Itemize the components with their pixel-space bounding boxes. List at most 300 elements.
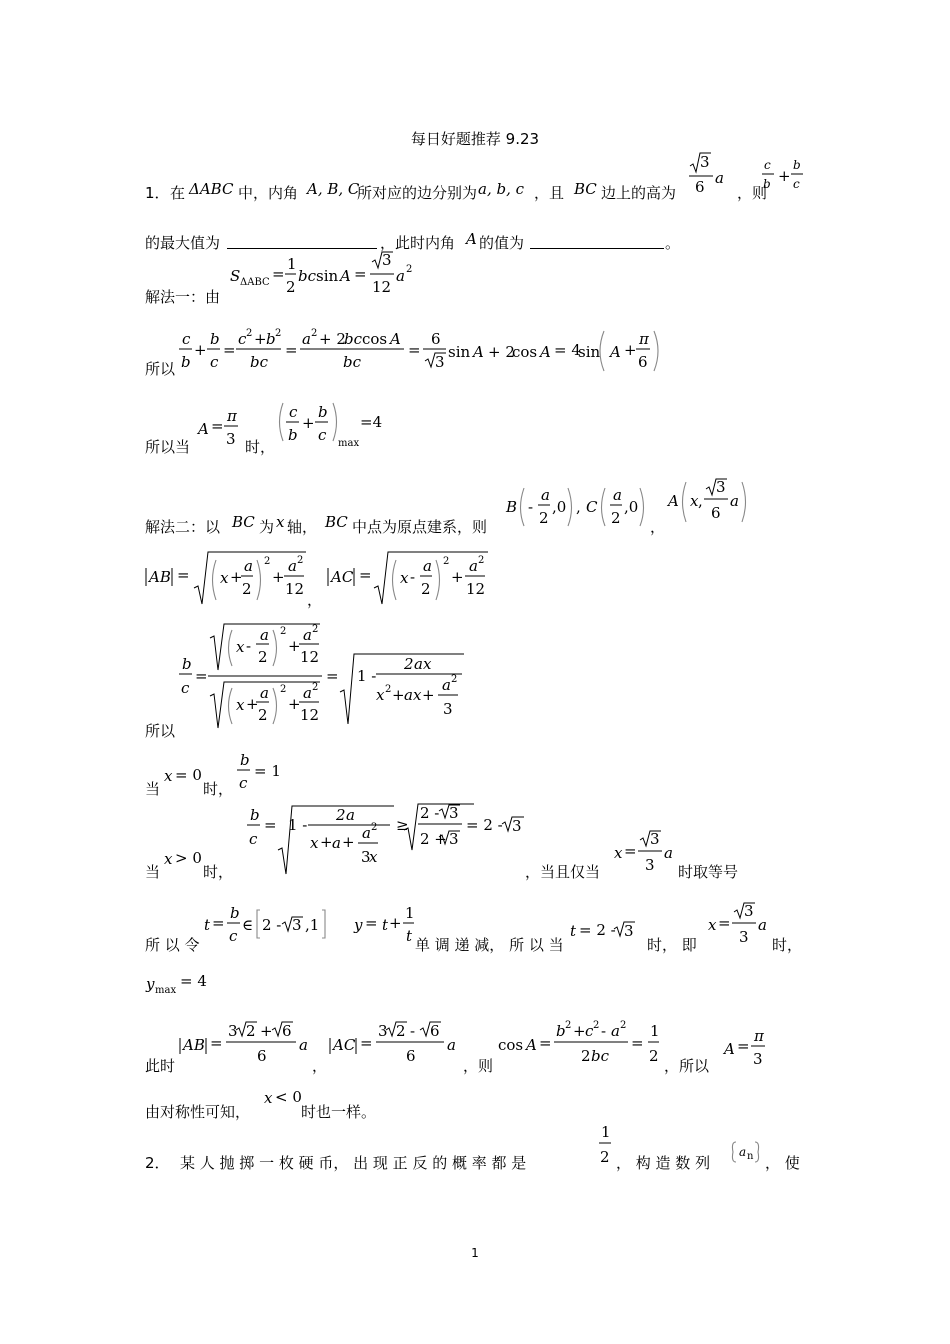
svg-text:< 0: < 0 — [275, 1088, 302, 1106]
svg-text:-: - — [410, 568, 416, 586]
svg-text:3: 3 — [226, 430, 236, 448]
problem1-text-f: ，则 — [737, 184, 768, 202]
solution1-when-b: 时， — [245, 438, 276, 456]
svg-text:2: 2 — [451, 674, 458, 685]
svg-text:A: A — [610, 343, 621, 361]
svg-text:y: y — [146, 975, 155, 993]
then-b: ，则 — [463, 1057, 494, 1075]
solution2-x-axis: x — [276, 513, 285, 531]
svg-text:cos: cos — [362, 330, 388, 348]
svg-text:3: 3 — [744, 902, 754, 920]
svg-text:2: 2 — [443, 556, 450, 567]
svg-text:6: 6 — [711, 504, 721, 522]
svg-text:bc: bc — [250, 353, 269, 371]
x-less-zero — [262, 1082, 302, 1112]
svg-text:a: a — [346, 806, 355, 824]
svg-text:=: = — [285, 341, 298, 359]
svg-text:1 -: 1 - — [288, 816, 308, 834]
final-angle — [722, 1025, 772, 1075]
svg-text:b: b — [250, 806, 260, 824]
ab-length — [144, 548, 324, 608]
cosine-result — [496, 1018, 676, 1073]
solution2-t3: 中点为原点建系，则 — [352, 518, 488, 536]
svg-text:,: , — [698, 492, 703, 510]
svg-text:=: = — [212, 914, 225, 932]
svg-text:3: 3 — [624, 922, 634, 940]
problem1-line2-angle: A — [466, 230, 477, 248]
inequality-formula — [244, 800, 534, 880]
t-range — [202, 900, 342, 950]
svg-text:-: - — [528, 498, 534, 516]
svg-text:c: c — [585, 1022, 594, 1040]
svg-text:x: x — [236, 638, 245, 656]
svg-text:=: = — [177, 566, 190, 584]
svg-text:A: A — [540, 343, 551, 361]
svg-text:A: A — [390, 330, 401, 348]
svg-text:,1: ,1 — [305, 916, 320, 934]
svg-text:3: 3 — [716, 478, 726, 496]
svg-text:6: 6 — [282, 1022, 292, 1040]
x-equals-zero — [162, 760, 202, 790]
svg-text:-: - — [601, 1022, 607, 1040]
solution2-bc-2: BC — [325, 513, 348, 531]
svg-text:12: 12 — [466, 580, 486, 598]
svg-text:=: = — [737, 1037, 750, 1055]
y-function — [352, 900, 417, 950]
svg-text:-: - — [246, 637, 252, 655]
svg-text:6: 6 — [257, 1047, 267, 1065]
svg-text:=: = — [264, 816, 277, 834]
svg-text:x: x — [369, 848, 378, 866]
svg-text:cos: cos — [512, 343, 538, 361]
then-comma: ， — [312, 1057, 328, 1075]
svg-text:2: 2 — [396, 1022, 406, 1040]
svg-text:= 1: = 1 — [254, 762, 281, 780]
svg-text:3: 3 — [449, 804, 459, 822]
svg-text:A: A — [526, 1036, 537, 1054]
svg-text:a: a — [715, 169, 724, 187]
svg-text:π: π — [639, 330, 649, 348]
svg-text:c: c — [249, 830, 258, 848]
svg-text:+: + — [260, 1022, 273, 1040]
problem2-text-b: ， 构 造 数 列 — [616, 1154, 711, 1172]
solution1-when: 所以当 — [145, 438, 191, 456]
svg-text:+: + — [302, 414, 315, 432]
svg-text:cos: cos — [498, 1036, 524, 1054]
svg-text:3: 3 — [700, 153, 710, 171]
svg-text:n: n — [747, 1151, 754, 1162]
svg-text:=: = — [272, 265, 285, 283]
svg-text:2: 2 — [600, 1148, 610, 1166]
svg-text:=: = — [408, 341, 421, 359]
let-c: 时， 即 — [647, 936, 697, 954]
svg-text:x: x — [236, 696, 245, 714]
problem2-text-c: ， 使 — [765, 1154, 800, 1172]
svg-text:c: c — [210, 353, 219, 371]
svg-text:a: a — [423, 557, 432, 575]
svg-text:b: b — [210, 330, 220, 348]
svg-text:t: t — [406, 927, 413, 945]
x-greater-zero — [162, 843, 202, 873]
svg-text:3: 3 — [443, 700, 453, 718]
svg-text:=: = — [624, 842, 637, 860]
svg-text:=: = — [365, 914, 378, 932]
problem1-sides: a, b, c — [478, 180, 525, 198]
page-number: 1 — [471, 1246, 479, 1260]
svg-text:c: c — [318, 426, 327, 444]
svg-text:bc: bc — [298, 267, 317, 285]
svg-text:b: b — [230, 904, 240, 922]
svg-text:1: 1 — [650, 1022, 660, 1040]
svg-text:AB: AB — [183, 1036, 205, 1054]
svg-text:+: + — [288, 637, 301, 655]
ab-result — [178, 1018, 313, 1073]
equality-condition-b: 时取等号 — [678, 863, 739, 881]
probability-half — [596, 1120, 616, 1170]
svg-text:+: + — [230, 568, 243, 586]
svg-text:c: c — [181, 679, 190, 697]
svg-text:+: + — [392, 686, 405, 704]
svg-text:2: 2 — [620, 1020, 627, 1031]
svg-text:a: a — [332, 834, 341, 852]
svg-text:=: = — [359, 566, 372, 584]
svg-text:x: x — [220, 569, 229, 587]
ratio-b-over-c — [176, 620, 476, 735]
equality-x-value — [612, 828, 677, 878]
svg-text:a: a — [288, 557, 297, 575]
svg-text:3: 3 — [378, 1022, 388, 1040]
svg-text:π: π — [227, 407, 237, 425]
problem1-triangle: ΔABC — [189, 180, 234, 198]
equality-condition-a: ，当且仅当 — [525, 863, 601, 881]
svg-text:2: 2 — [404, 655, 414, 673]
svg-text:2: 2 — [275, 328, 282, 339]
svg-text:,0: ,0 — [552, 498, 567, 516]
svg-text:+: + — [194, 341, 207, 359]
problem2-text-a: 某 人 抛 掷 一 枚 硬 币， 出 现 正 反 的 概 率 都 是 — [180, 1154, 527, 1172]
svg-text:b: b — [288, 426, 298, 444]
svg-text:=: = — [631, 1034, 644, 1052]
svg-text:-: - — [410, 1022, 416, 1040]
ratio-equals-one — [234, 748, 284, 796]
when-zero: 当 — [145, 780, 161, 798]
svg-text:= 2 -: = 2 - — [466, 816, 503, 834]
svg-text:2: 2 — [593, 1020, 600, 1031]
y-max-value: = 4 — [180, 972, 207, 990]
y-max-symbol — [144, 970, 177, 1000]
svg-text:2: 2 — [286, 278, 296, 296]
svg-text:x: x — [708, 916, 717, 934]
svg-text:b: b — [556, 1022, 566, 1040]
svg-text:1: 1 — [287, 255, 297, 273]
svg-text:2: 2 — [258, 648, 268, 666]
svg-text:3: 3 — [739, 928, 749, 946]
svg-text:π: π — [754, 1027, 764, 1045]
svg-text:3: 3 — [435, 353, 445, 371]
svg-text:=: = — [195, 667, 208, 685]
t-value — [568, 915, 648, 945]
let-d: 时， — [772, 936, 803, 954]
svg-text:3: 3 — [645, 856, 655, 874]
svg-text:a: a — [362, 824, 371, 842]
svg-text:A: A — [724, 1040, 735, 1058]
svg-text:,: , — [576, 498, 581, 516]
svg-text:+: + — [389, 914, 402, 932]
svg-text:x: x — [164, 767, 173, 785]
svg-text:2: 2 — [280, 684, 287, 695]
svg-text:2: 2 — [581, 1047, 591, 1065]
then-a: 此时 — [145, 1057, 176, 1075]
svg-text:c: c — [239, 774, 248, 792]
svg-text:+: + — [342, 833, 355, 851]
svg-text:∈: ∈ — [242, 916, 254, 934]
svg-text:=: = — [223, 341, 236, 359]
when-positive: 当 — [145, 863, 161, 881]
svg-text:x: x — [164, 850, 173, 868]
svg-text:12: 12 — [300, 706, 320, 724]
svg-text:2: 2 — [421, 580, 431, 598]
svg-text:3: 3 — [228, 1022, 238, 1040]
svg-text:a: a — [730, 492, 739, 510]
svg-text:=: = — [539, 1034, 552, 1052]
svg-text:2: 2 — [264, 556, 271, 567]
svg-text:AC: AC — [331, 568, 354, 586]
svg-text:1: 1 — [601, 1123, 611, 1141]
svg-text:y: y — [354, 916, 363, 934]
svg-text:bc: bc — [343, 353, 362, 371]
svg-text:=: = — [354, 265, 367, 283]
svg-text:3: 3 — [361, 848, 371, 866]
svg-text:a: a — [396, 267, 405, 285]
svg-text:b: b — [240, 751, 250, 769]
svg-text:12: 12 — [372, 278, 392, 296]
svg-text:2: 2 — [311, 328, 318, 339]
ac-result — [328, 1018, 463, 1073]
svg-text:3: 3 — [292, 916, 302, 934]
svg-text:b: b — [793, 158, 801, 172]
svg-text:6: 6 — [430, 1022, 440, 1040]
svg-text:x: x — [310, 834, 319, 852]
svg-text:max: max — [338, 438, 360, 449]
x-value-2 — [706, 900, 771, 950]
problem1-line2-a: 的最大值为 — [145, 234, 221, 252]
svg-text:2: 2 — [242, 580, 252, 598]
svg-text:t: t — [204, 916, 211, 934]
svg-text:1 -: 1 - — [357, 667, 377, 685]
svg-text:=: = — [211, 417, 224, 435]
svg-text:+: + — [422, 686, 435, 704]
svg-text:+: + — [246, 695, 259, 713]
svg-text:a: a — [299, 1036, 308, 1054]
ab-comma: ， — [307, 591, 323, 609]
sequence-an — [730, 1138, 765, 1168]
problem1-line2-b: ，此时内角 — [380, 234, 456, 252]
svg-text:2: 2 — [312, 624, 319, 635]
then-c: ，所以 — [664, 1057, 710, 1075]
svg-text:> 0: > 0 — [175, 849, 202, 867]
solution1-so: 所以 — [145, 360, 176, 378]
svg-text:a: a — [303, 626, 312, 644]
svg-text:b: b — [763, 177, 771, 191]
svg-text:x: x — [400, 569, 409, 587]
svg-text:2: 2 — [539, 509, 549, 527]
symmetry-a: 由对称性可知， — [145, 1103, 251, 1121]
svg-text:2: 2 — [246, 328, 253, 339]
svg-text:=: = — [360, 1034, 373, 1052]
svg-text:A: A — [340, 267, 351, 285]
target-expression — [760, 155, 810, 200]
svg-text:+: + — [778, 167, 791, 185]
solution1-label: 解法一：由 — [145, 288, 221, 306]
svg-text:= 2 -: = 2 - — [579, 921, 616, 939]
svg-text:x: x — [376, 686, 385, 704]
ac-length — [326, 548, 496, 608]
svg-text:=: = — [210, 1034, 223, 1052]
svg-text:t: t — [382, 916, 389, 934]
svg-text:=: = — [326, 667, 339, 685]
points-bc — [504, 482, 649, 532]
svg-text:2 -: 2 - — [420, 804, 440, 822]
problem1-bc: BC — [574, 180, 597, 198]
svg-text:AB: AB — [149, 568, 171, 586]
svg-text:2: 2 — [336, 806, 346, 824]
page-title: 每日好题推荐 9.23 — [410, 130, 540, 148]
svg-text:2: 2 — [280, 626, 287, 637]
when-positive-b: 时， — [203, 863, 234, 881]
svg-text:b: b — [266, 330, 276, 348]
svg-text:B: B — [506, 498, 518, 516]
svg-text:= 0: = 0 — [175, 766, 202, 784]
svg-text:+: + — [320, 833, 333, 851]
svg-text:1: 1 — [405, 904, 415, 922]
svg-text:c: c — [289, 403, 298, 421]
svg-text:b: b — [182, 655, 192, 673]
svg-text:A: A — [668, 492, 679, 510]
svg-text:3: 3 — [382, 251, 392, 269]
svg-text:2: 2 — [246, 1022, 256, 1040]
svg-text:2: 2 — [565, 1020, 572, 1031]
area-formula — [228, 250, 428, 305]
svg-text:C: C — [586, 498, 598, 516]
svg-text:3: 3 — [753, 1050, 763, 1068]
height-formula — [684, 150, 734, 200]
ratio-sum-formula — [176, 325, 666, 380]
svg-text:a: a — [260, 684, 269, 702]
when-zero-b: 时， — [203, 780, 234, 798]
svg-text:c: c — [229, 927, 238, 945]
svg-text:+: + — [272, 568, 285, 586]
answer-blank-2 — [530, 248, 664, 249]
svg-text:a: a — [469, 557, 478, 575]
svg-text:ax: ax — [414, 655, 432, 673]
svg-text:6: 6 — [695, 178, 705, 196]
svg-text:3: 3 — [449, 830, 459, 848]
svg-text:max: max — [155, 985, 177, 996]
svg-text:bc: bc — [591, 1047, 610, 1065]
svg-text:A: A — [473, 343, 484, 361]
svg-text:a: a — [611, 1022, 620, 1040]
svg-text:12: 12 — [300, 648, 320, 666]
svg-text:≥: ≥ — [396, 816, 409, 834]
svg-text:+: + — [624, 341, 637, 359]
svg-text:12: 12 — [285, 580, 305, 598]
svg-text:x: x — [690, 492, 699, 510]
svg-text:2: 2 — [297, 555, 304, 566]
problem1-text-d: ，且 — [534, 184, 565, 202]
svg-text:2: 2 — [478, 555, 485, 566]
max-value-expression — [276, 400, 360, 450]
svg-text:+ 2: + 2 — [319, 330, 346, 348]
svg-text:t: t — [570, 922, 577, 940]
svg-text:2: 2 — [371, 822, 378, 833]
svg-text:2 -: 2 - — [262, 916, 282, 934]
problem1-text-b: 中，内角 — [238, 184, 299, 202]
solution2-label: 解法二：以 — [145, 518, 221, 536]
svg-text:c: c — [182, 330, 191, 348]
problem1-text-a: 在 — [170, 184, 186, 202]
svg-text:= 4: = 4 — [554, 341, 581, 359]
problem1-number: 1． — [145, 184, 170, 202]
svg-text:sin: sin — [316, 267, 339, 285]
solution2-t2: 轴， — [287, 518, 318, 536]
svg-text:b: b — [318, 403, 328, 421]
svg-text:a: a — [664, 844, 673, 862]
svg-text:+: + — [288, 695, 301, 713]
svg-text:c: c — [793, 177, 800, 191]
svg-text:+: + — [451, 568, 464, 586]
svg-text:A: A — [198, 420, 209, 438]
svg-text:AC: AC — [333, 1036, 356, 1054]
solution2-t1: 为 — [259, 518, 275, 536]
svg-text:sin: sin — [578, 343, 601, 361]
solution1-max-value: =4 — [360, 413, 383, 431]
svg-text:c: c — [238, 330, 247, 348]
let-b: 单 调 递 减， 所 以 当 — [415, 936, 564, 954]
point-a — [666, 476, 751, 531]
svg-text:ΔABC: ΔABC — [240, 277, 270, 288]
svg-text:2: 2 — [649, 1047, 659, 1065]
svg-text:+: + — [254, 330, 267, 348]
svg-text:a: a — [541, 486, 550, 504]
svg-text:+ 2: + 2 — [488, 343, 515, 361]
answer-blank-1 — [227, 248, 377, 249]
svg-text:=: = — [718, 914, 731, 932]
svg-text:,0: ,0 — [624, 498, 639, 516]
svg-text:+: + — [573, 1022, 586, 1040]
solution2-comma: ， — [650, 518, 666, 536]
svg-text:2: 2 — [406, 264, 413, 275]
svg-text:2: 2 — [385, 684, 392, 695]
svg-text:6: 6 — [431, 330, 441, 348]
svg-text:S: S — [230, 267, 241, 285]
svg-text:3: 3 — [512, 817, 522, 835]
problem1-angles: A, B, C — [307, 180, 360, 198]
svg-text:3: 3 — [650, 830, 660, 848]
problem1-text-e: 边上的高为 — [601, 184, 677, 202]
problem1-line2-e: 。 — [665, 234, 681, 252]
svg-text:2: 2 — [611, 509, 621, 527]
svg-text:a: a — [260, 626, 269, 644]
svg-text:c: c — [764, 158, 771, 172]
svg-text:a: a — [302, 330, 311, 348]
problem2-number: 2． — [145, 1154, 170, 1172]
svg-text:a: a — [442, 676, 451, 694]
problem1-line2-d: 的值为 — [479, 234, 525, 252]
svg-text:x: x — [264, 1089, 273, 1107]
svg-text:2: 2 — [312, 682, 319, 693]
angle-value — [196, 403, 246, 453]
symmetry-b: 时也一样。 — [301, 1103, 377, 1121]
